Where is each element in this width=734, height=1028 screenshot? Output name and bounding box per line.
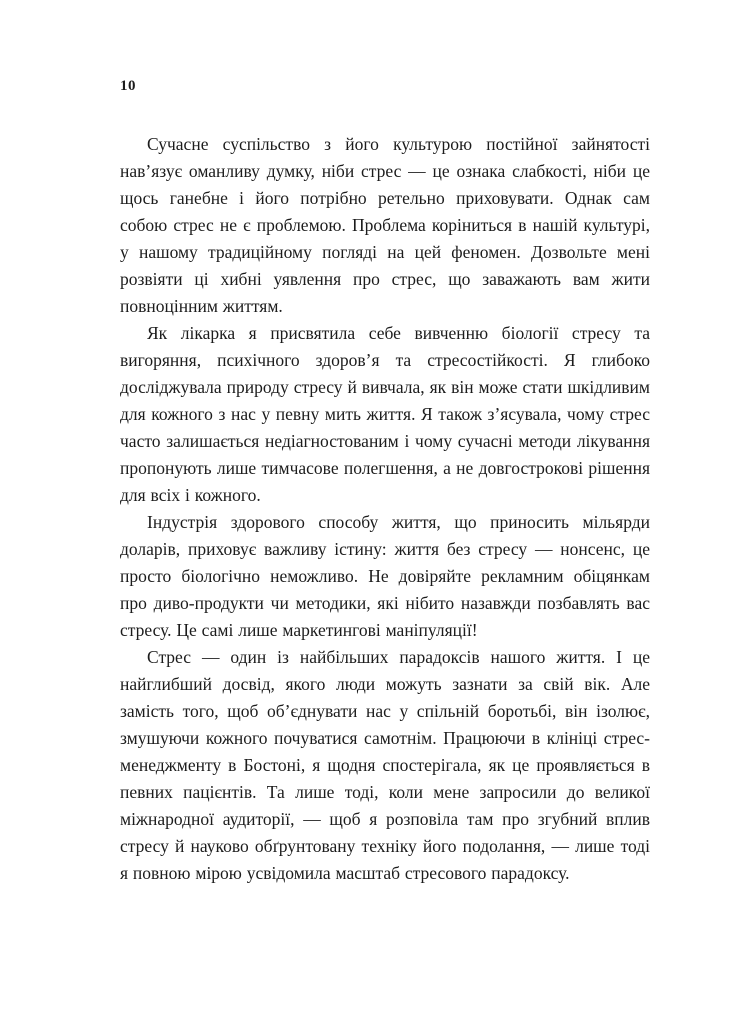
page-number: 10 (120, 78, 136, 94)
paragraph: Індустрія здорового способу життя, що приносить мільярди доларів, приховує важливу істину: життя без стресу — нонсенс, це просто біологічно неможливо. Не довіряйте рекламним обіцянкам про диво-продукти чи методики, які нібито назавжди позбавлять вас стресу. Це самі лише маркетингові маніпуляції! (120, 512, 650, 640)
body-text (120, 131, 650, 887)
paragraph: Як лікарка я присвятила себе вивченню біології стресу та вигоряння, психічного здоров’я та стресостійкості. Я глибоко досліджувала природу стресу й вивчала, як він може стати шкідливим для кожного з нас у певну мить життя. Я також з’ясувала, чому стрес часто залишається недіагностованим і чому сучасні методи лікування пропонують лише тимчасове полегшення, а не довгострокові рішення для всіх і кожного. (120, 323, 650, 505)
paragraph: Сучасне суспільство з його культурою постійної зайнятості нав’язує оманливу думку, ніби стрес — це ознака слабкості, ніби це щось ганебне і його потрібно ретельно приховувати. Однак сам собою стрес не є проблемою. Проблема коріниться в нашій культурі, у нашому традиційному погляді на цей феномен. Дозвольте мені розвіяти ці хибні уявлення про стрес, що заважають вам жити повноцінним життям. (120, 134, 650, 316)
paragraph: Стрес — один із найбільших парадоксів нашого життя. І це найглибший досвід, якого люди можуть зазнати за свій вік. Але замість того, щоб об’єднувати нас у спільній боротьбі, він ізолює, змушуючи кожного почуватися самотнім. Працюючи в клініці стрес-менеджменту в Бостоні, я щодня спостерігала, як це проявляється в певних пацієнтів. Та лише тоді, коли мене запросили до великої міжнародної аудиторії, — щоб я розповіла там про згубний вплив стресу й науково обґрунтовану техніку його подолання, — лише тоді я повною мірою усвідомила масштаб стресового парадоксу. (120, 647, 650, 883)
